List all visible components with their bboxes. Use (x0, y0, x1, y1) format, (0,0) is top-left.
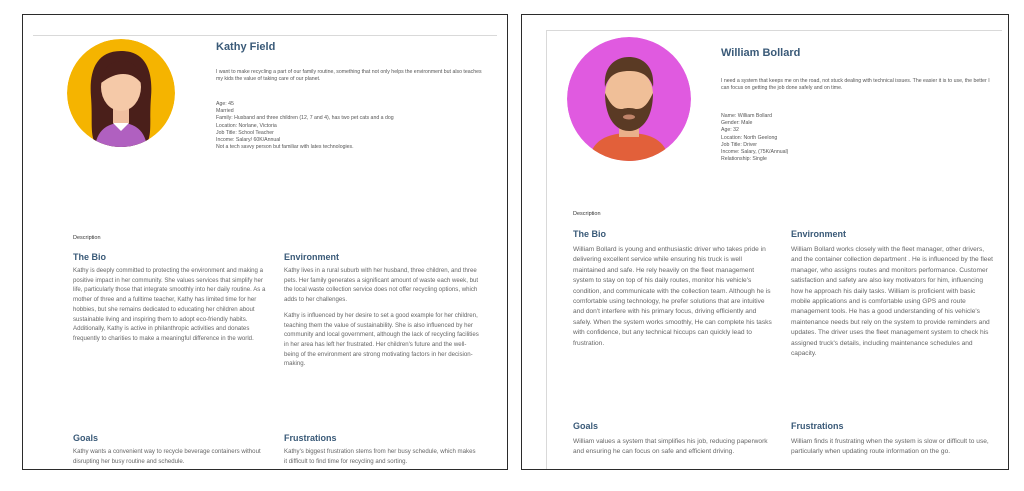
fact-family: Family: Husband and three children (12, 7 and 4), has two pet cats and a dog (216, 115, 394, 122)
bio-text: William Bollard is young and enthusiastic driver who takes pride in delivering excellent service while ensuring his truck is well maintained and safe. He rely heavily on the fleet management system to stay on top of his daily routes, monitor his vehicle's condition, and communicate with the collection team. Although he is comfortable using technology, he prefer solutions that are intuitive and don't interfere with his primary focus, driving efficiently and safely. When the system works smoothly, He can complete his tasks with confidence, but any technical hiccups can quickly lead to frustration. (573, 246, 772, 347)
avatar-william (567, 37, 691, 161)
fact-tech: Not a tech savvy person but familiar with lates technologies. (216, 144, 354, 151)
goals-text: William values a system that simplifies his job, reducing paperwork and ensuring he can focus on safe and efficient driving. (573, 438, 768, 456)
frustrations-text: Kathy's biggest frustration stems from her busy schedule, which makes it difficult to find time for recycling and sorting. (284, 448, 476, 465)
top-divider (546, 30, 1002, 31)
woman-avatar-icon (67, 39, 175, 147)
avatar-kathy (67, 39, 175, 147)
persona-name: Kathy Field (216, 41, 276, 53)
environment-text: William Bollard works closely with the fleet manager, other drivers, and the container collection department . He is influenced by the fleet manager, who assigns routes and monitors performance. Customer satisfaction and safety are also key motivators for him, influencing how he approach his daily tasks. William is proficient with basic mobile applications and is comfortable using GPS and route management tools. He has a good understanding of his vehicle's maintenance needs but rely on the system to provide reminders and updates. The driver uses the fleet management system to check his assigned truck's details, including maintenance schedules and capacity. (791, 246, 993, 358)
persona-card-kathy (22, 14, 508, 470)
persona-quote: I want to make recycling a part of our family routine, something that not only helps the environment but also teaches my kids the value of taking care of our planet. (216, 69, 482, 83)
persona-quote: I need a system that keeps me on the road, not stuck dealing with technical issues. The easier it is to use, the better I can focus on getting the job done safely and on time. (721, 78, 990, 92)
bio-heading: The Bio (73, 252, 106, 262)
fact-gender: Gender: Male (721, 120, 753, 127)
fact-income: Income: Salary/ 60K/Annual (216, 137, 281, 144)
description-label: Description (73, 235, 101, 241)
goals-heading: Goals (573, 421, 599, 431)
fact-marital: Married (216, 108, 234, 115)
environment-section (284, 266, 480, 375)
bio-heading: The Bio (573, 229, 606, 239)
fact-location: Location: Norlane, Victoria (216, 122, 277, 129)
fact-job: Job Title: Driver (721, 141, 758, 148)
top-divider (33, 35, 497, 36)
man-avatar-icon (567, 37, 691, 161)
persona-name: William Bollard (721, 47, 801, 59)
description-label: Description (573, 211, 601, 217)
fact-relationship: Relationship: Single (721, 156, 767, 163)
fact-job: Job Title: School Teacher (216, 129, 274, 136)
fact-income: Income: Salary, (75K/Annual) (721, 149, 789, 156)
frustrations-heading: Frustrations (791, 421, 844, 431)
goals-text: Kathy wants a convenient way to recycle beverage containers without disrupting her busy routine and schedule. (73, 448, 261, 465)
fact-name: Name: William Bollard (721, 113, 773, 119)
fact-location: Location: North Geelong (721, 134, 778, 141)
environment-text-2: Kathy is influenced by her desire to set a good example for her children, teaching them the value of sustainability. She is also influenced by her community and local government, although the lack of recycling facilities in her area has left her frustrated. Her children's future and the well-being of the environment are strong motivating factors in her decision-making. (284, 311, 479, 368)
persona-facts (216, 101, 394, 151)
persona-card-william (521, 14, 1009, 470)
environment-heading: Environment (284, 252, 340, 262)
fact-age: Age: 45 (216, 101, 234, 107)
fact-age: Age: 32 (721, 127, 739, 134)
bio-text: Kathy is deeply committed to protecting the environment and making a positive impact in her community. She values services that simplify her life, particularly those that integrate smoothly into her daily routine. As a mother of three and a fulltime teacher, Kathy has limited time for her hobbies, but she remains dedicated to educating her children about sustainable living and inspiring them to adopt eco-friendly habits. Additionally, Kathy is active in philanthropic activities and donates frequently to charities to make a meaningful difference in the world. (73, 267, 266, 342)
left-divider (546, 30, 547, 469)
environment-text-1: Kathy lives in a rural suburb with her husband, three children, and three pets. Her family generates a significant amount of waste each week, but the local waste collection service does not offer recycling options, which adds to her challenges. (284, 267, 479, 304)
frustrations-text: William finds it frustrating when the system is slow or difficult to use, particularly when updating route information on the go. (791, 438, 989, 456)
persona-facts (721, 113, 788, 163)
frustrations-heading: Frustrations (284, 433, 337, 443)
environment-heading: Environment (791, 229, 847, 239)
goals-heading: Goals (73, 433, 99, 443)
